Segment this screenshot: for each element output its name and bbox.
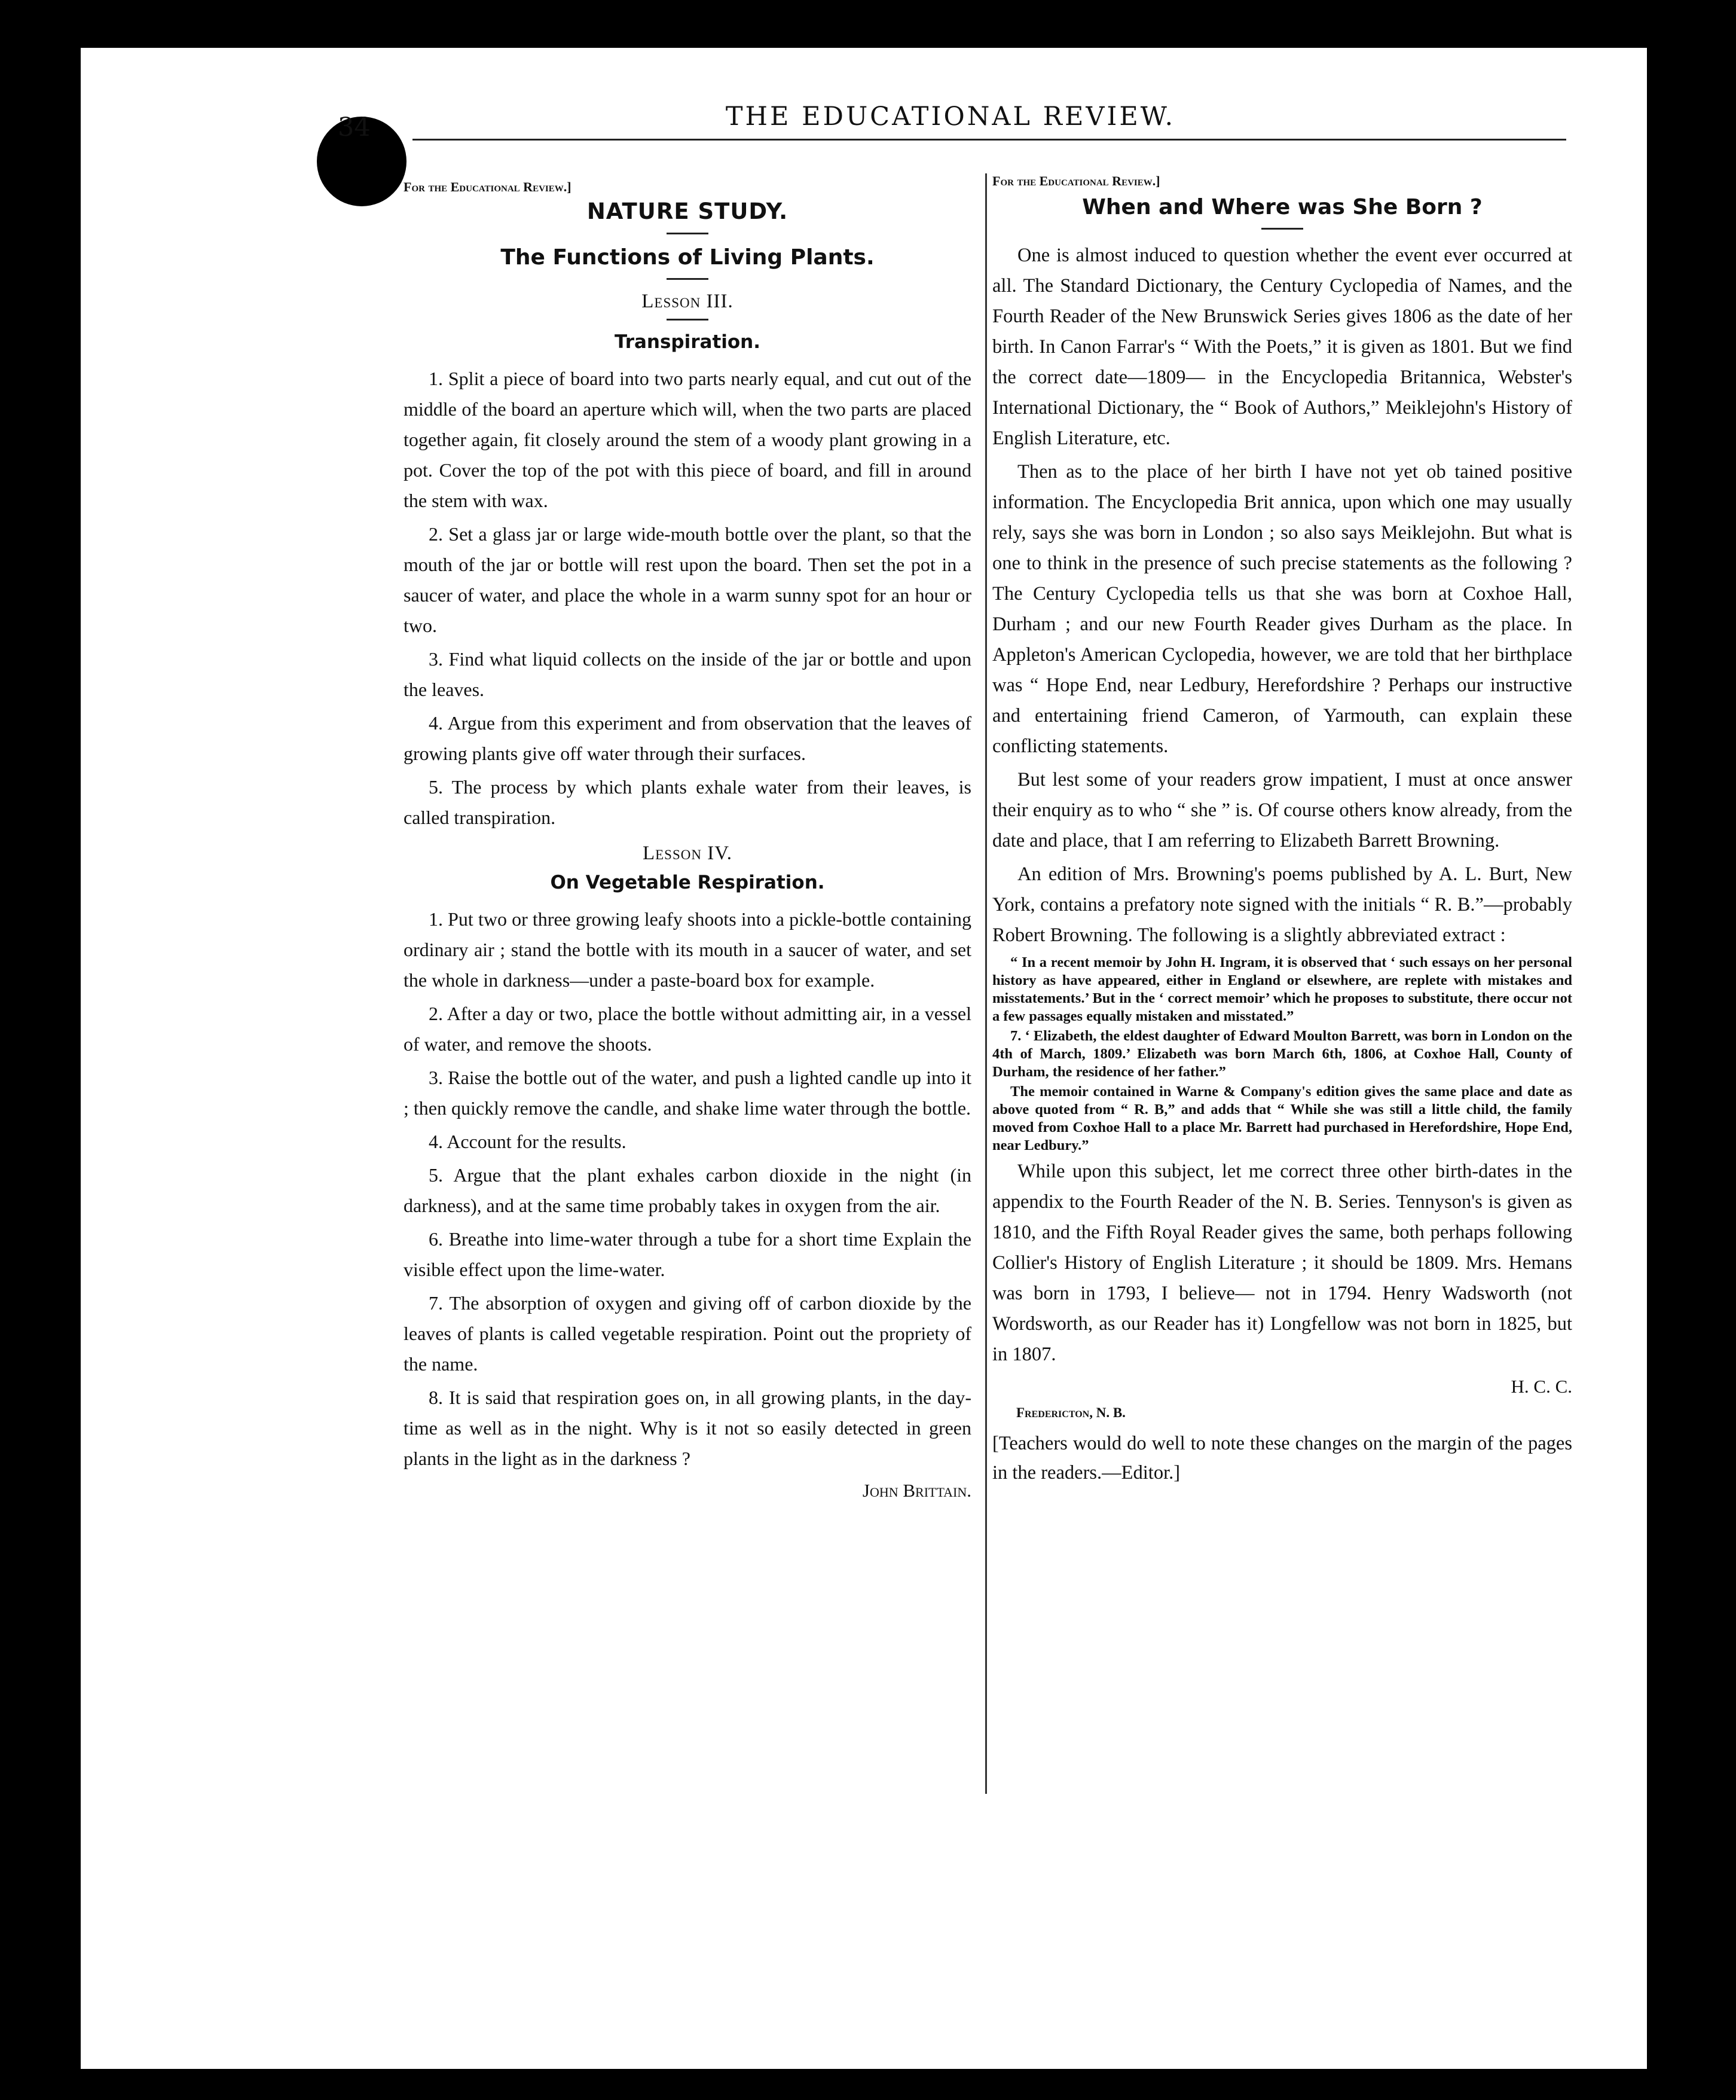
paragraph: 7. The absorption of oxygen and giving off of carbon dioxide by the leaves of plants is called vegetable respiration. Point out the propriety of the name.	[404, 1292, 971, 1375]
paragraph: While upon this subject, let me correct three other birth-dates in the appendix to the Fourth Reader of the N. B. Series. Tennyson's is given as 1810, and the Fifth Royal Reader gives the same, both perhaps following Collier's History of English Literature ; it should be 1809. Mrs. Hemans was born in 1793, I believe— not in 1794. Henry Wadsworth (not Wordsworth, as our Reader has it) Longfellow was not born in 1825, but in 1807.	[992, 1161, 1572, 1365]
paragraph: But lest some of your readers grow impatient, I must at once answer their enquiry as to who “ she ” is. Of course others know already, from the date and place, that I am referring to Elizabeth Barrett Browning.	[992, 769, 1572, 851]
source-note: For the Educational Review.]	[992, 173, 1160, 188]
source-note: For the Educational Review.]	[404, 179, 571, 194]
page-number: 34	[338, 112, 371, 142]
paragraph: 1. Split a piece of board into two parts nearly equal, and cut out of the middle of the board an aperture which will, when the two parts are placed together again, fit closely around the stem of a woody plant growing in a pot. Cover the top of the pot with this piece of board, and fill in around the stem with wax.	[404, 368, 971, 511]
paragraph: 3. Find what liquid collects on the inside of the jar or bottle and upon the leaves.	[404, 648, 971, 700]
header-rule	[412, 139, 1566, 141]
left-column	[404, 179, 971, 1504]
paragraph: An edition of Mrs. Browning's poems published by A. L. Burt, New York, contains a prefatory note signed with the initials “ R. B.”—probably Robert Browning. The following is a slightly abbreviated extract :	[992, 863, 1572, 946]
title-rule	[667, 278, 708, 280]
paragraph: 4. Account for the results.	[429, 1131, 626, 1152]
lesson-heading: On Vegetable Respiration.	[550, 872, 825, 893]
lesson-label: Lesson IV.	[642, 843, 733, 864]
paragraph: 6. Breathe into lime-water through a tube for a short time Explain the visible effect upon the lime-water.	[404, 1228, 971, 1280]
article-title: The Functions of Living Plants.	[500, 245, 875, 270]
paragraph: 5. The process by which plants exhale water from their leaves, is called transpiration.	[404, 776, 971, 828]
quote-paragraph: “ In a recent memoir by John H. Ingram, it is observed that ‘ such essays on her personal history as have appeared, either in England or elsewhere, are replete with mistakes and misstatements.’ But in the ‘ correct memoir’ which he proposes to substitute, there occur not a few passages equally mistaken and misstated.”	[992, 954, 1572, 1024]
column-divider	[985, 173, 987, 1794]
right-column	[992, 173, 1572, 1488]
author-initials: H. C. C.	[1511, 1376, 1572, 1397]
running-title: THE EDUCATIONAL REVIEW.	[725, 102, 1176, 132]
quoted-extract	[992, 954, 1572, 1155]
quote-paragraph: 7. ‘ Elizabeth, the eldest daughter of Edward Moulton Barrett, was born in London on the 4th of March, 1809.’ Elizabeth was born March 6th, 1806, at Coxhoe Hall, County of Durham, the residence of her father.”	[992, 1028, 1572, 1080]
paragraph: 4. Argue from this experiment and from observation that the leaves of growing plants give off water through their surfaces.	[404, 712, 971, 764]
title-rule	[1261, 228, 1303, 230]
lesson-heading: Transpiration.	[614, 331, 761, 353]
paragraph: 3. Raise the bottle out of the water, and push a lighted candle up into it ; then quickly remove the candle, and shake lime water through the bottle.	[404, 1067, 971, 1119]
lesson-rule	[667, 319, 708, 321]
paragraph: 8. It is said that respiration goes on, in all growing plants, in the day-time as well as in the night. Why is it not so easily detected in green plants in the light as in the darkness ?	[404, 1387, 971, 1469]
article-title: When and Where was She Born ?	[1082, 195, 1483, 219]
paragraph: Then as to the place of her birth I have not yet ob tained positive information. The Encyclopedia Brit annica, upon which one may usually rely, says she was born in London ; so also says Meiklejohn. But what is one to think in the presence of such precise statements as the following ? The Century Cyclopedia tells us that she was born at Coxhoe Hall, Durham ; and our new Fourth Reader gives Durham as the place. In Appleton's American Cyclopedia, however, we are told that her birthplace was “ Hope End, near Ledbury, Herefordshire ? Perhaps our instructive and entertaining friend Cameron, of Yarmouth, can explain these conflicting statements.	[992, 461, 1572, 757]
section-title: NATURE STUDY.	[586, 199, 788, 224]
paragraph: 1. Put two or three growing leafy shoots into a pickle-bottle containing ordinary air ; stand the bottle with its mouth in a saucer of water, and set the whole in darkness—under a paste-board box for example.	[404, 908, 971, 991]
editor-note: [Teachers would do well to note these changes on the margin of the pages in the readers.—Editor.]	[992, 1433, 1572, 1484]
paragraph: 2. Set a glass jar or large wide-mouth bottle over the plant, so that the mouth of the jar or bottle will rest upon the board. Then set the pot in a saucer of water, and place the whole in a warm sunny spot for an hour or two.	[404, 523, 971, 636]
paragraph: 5. Argue that the plant exhales carbon dioxide in the night (in darkness), and at the same time probably takes in oxygen from the air.	[404, 1164, 971, 1216]
place-line: Fredericton, N. B.	[1016, 1405, 1126, 1420]
author-signature: John Brittain.	[862, 1480, 971, 1501]
quote-paragraph: The memoir contained in Warne & Company's edition gives the same place and date as above quoted from “ R. B,” and adds that “ While she was still a little child, the family moved from Coxhoe Hall to a place Mr. Barrett had purchased in Herefordshire, Hope End, near Ledbury.”	[992, 1083, 1572, 1153]
paragraph: One is almost induced to question whether the event ever occurred at all. The Standard Dictionary, the Century Cyclopedia of Names, and the Fourth Reader of the New Brunswick Series gives 1806 as the date of her birth. In Canon Farrar's “ With the Poets,” it is given as 1801. But we find the correct date—1809— in the Encyclopedia Britannica, Webster's International Dictionary, the “ Book of Authors,” Meiklejohn's History of English Literature, etc.	[992, 245, 1572, 449]
paragraph: 2. After a day or two, place the bottle without admitting air, in a vessel of water, and remove the shoots.	[404, 1003, 971, 1055]
lesson-label: Lesson III.	[641, 291, 733, 312]
title-rule	[667, 233, 708, 234]
